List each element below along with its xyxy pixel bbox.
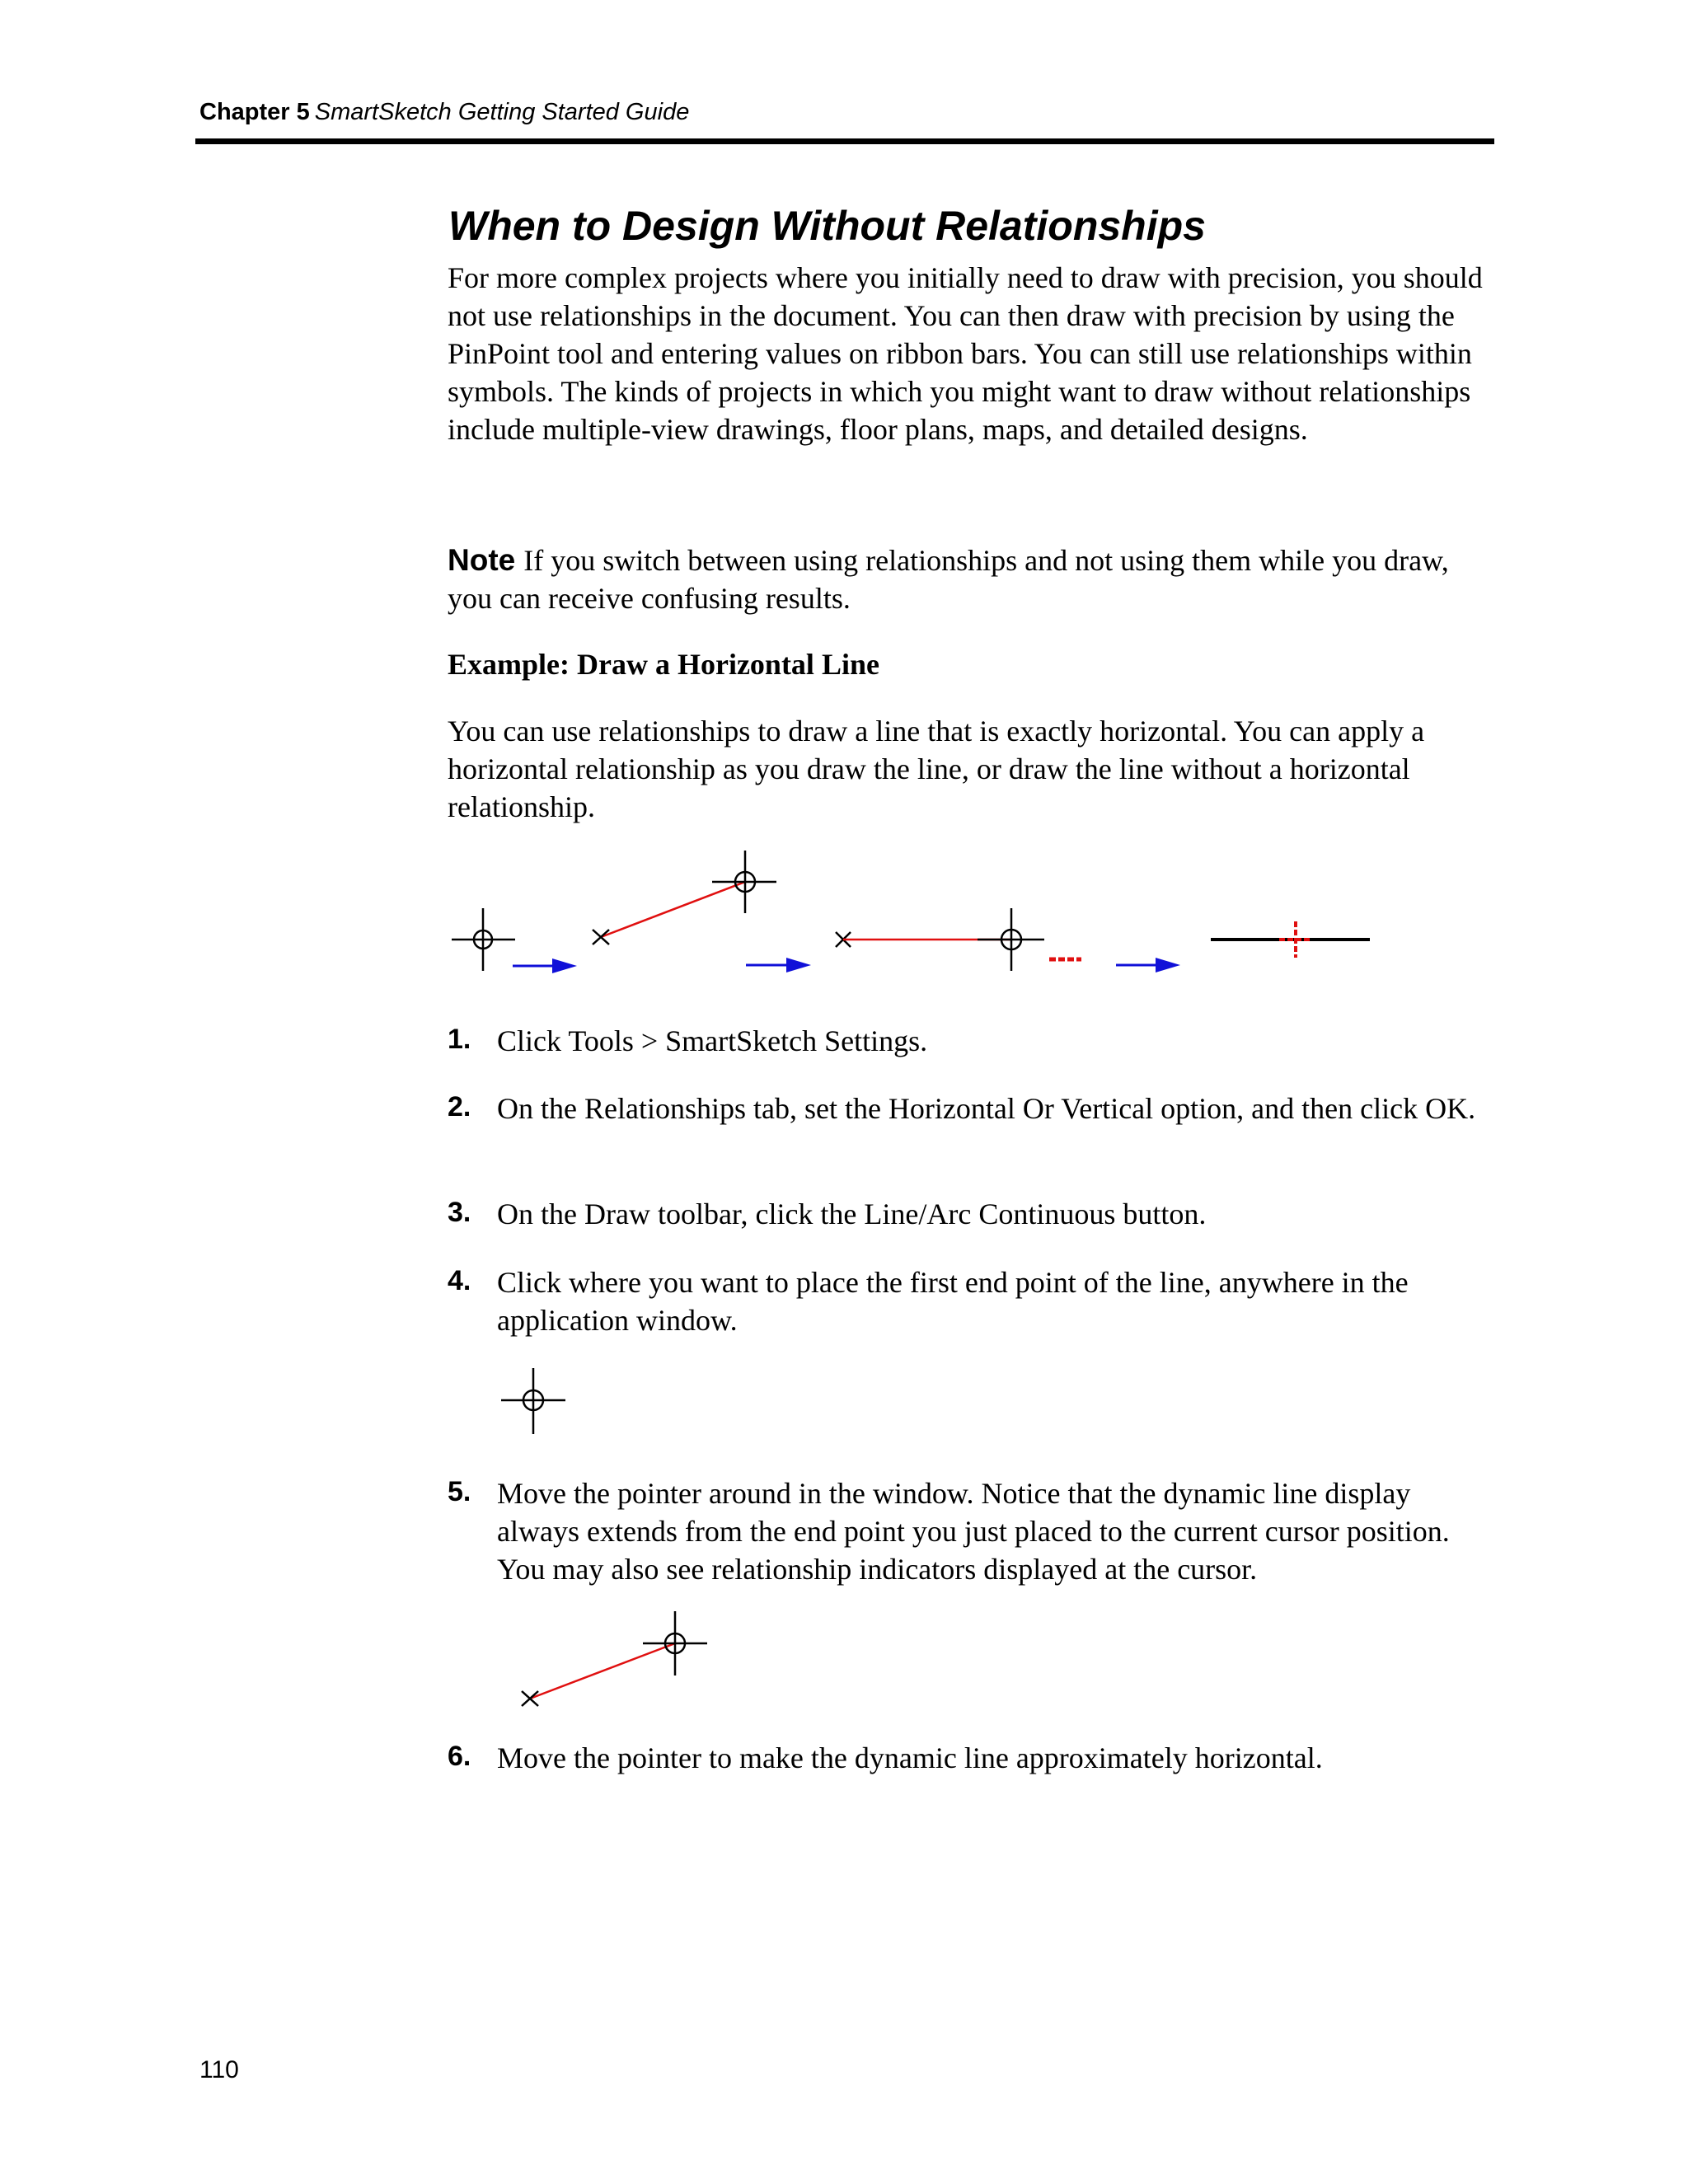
note-paragraph — [448, 541, 1498, 617]
step-number: 1. — [448, 1024, 471, 1055]
step-text: Click Tools > SmartSketch Settings. — [497, 1024, 928, 1057]
step-text: On the Relationships tab, set the Horizontal Or Vertical option, and then click OK. — [497, 1092, 1476, 1125]
finished-horizontal-line-figure — [1211, 921, 1370, 958]
step-number: 2. — [448, 1091, 471, 1122]
cursor-crosshair-icon — [501, 1368, 565, 1434]
step-text: Move the pointer to make the dynamic line approximately horizontal. — [497, 1741, 1323, 1774]
page-number: 110 — [199, 2056, 239, 2083]
example-heading: Example: Draw a Horizontal Line — [448, 648, 879, 681]
step-5-dynamic-line-illustration — [511, 1611, 709, 1710]
cursor-crosshair-icon — [643, 1611, 707, 1675]
arrow-right-icon — [1116, 958, 1180, 972]
horizontal-line-figure — [836, 908, 1081, 971]
step-text: On the Draw toolbar, click the Line/Arc Continuous button. — [497, 1197, 1207, 1230]
note-label: Note — [448, 543, 516, 577]
step-4-crosshair-illustration — [496, 1365, 570, 1439]
guide-title: SmartSketch Getting Started Guide — [314, 99, 690, 125]
horizontal-line-sequence-illustration — [445, 849, 1418, 981]
arrow-right-icon — [513, 958, 577, 973]
step-number: 3. — [448, 1197, 471, 1228]
intro-paragraph: For more complex projects where you initially need to draw with precision, you should not use relationships in the document. You can then draw with precision by using the PinPoint tool and entering values on ribbon bars. You can still use relationships within symbols. The kinds of projects in which you might want to draw without relationships include multiple-view drawings, floor plans, maps, and detailed designs. — [448, 261, 1483, 446]
note-text: If you switch between using relationships and not using them while you draw, you can receive confusing results. — [448, 544, 1449, 615]
step-text: Move the pointer around in the window. Notice that the dynamic line display always extends from the end point you just placed to the current cursor position. You may also see relationship indicators displayed at the cursor. — [497, 1477, 1450, 1586]
arrow-right-icon — [746, 958, 811, 972]
chapter-label: Chapter 5 — [199, 99, 310, 125]
step-number: 5. — [448, 1476, 471, 1507]
running-header — [199, 99, 1493, 126]
step-number: 4. — [448, 1265, 471, 1296]
step-number: 6. — [448, 1741, 471, 1772]
diagonal-line-figure — [593, 851, 776, 944]
section-title: When to Design Without Relationships — [448, 203, 1206, 249]
header-rule — [195, 138, 1494, 144]
step-text: Click where you want to place the first end point of the line, anywhere in the application window. — [497, 1266, 1409, 1337]
example-description: You can use relationships to draw a line that is exactly horizontal. You can apply a horizontal relationship as you draw the line, or draw the line without a horizontal relationship. — [448, 715, 1425, 823]
cursor-crosshair-icon — [452, 908, 515, 971]
end-point-x-icon — [522, 1691, 538, 1706]
